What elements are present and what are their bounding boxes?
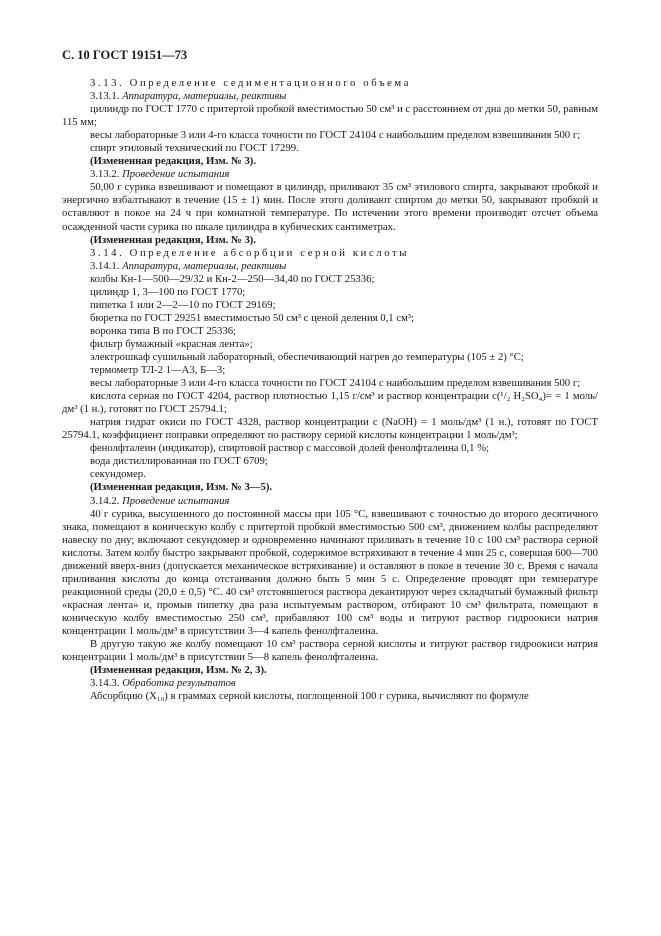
amendment-note: (Измененная редакция, Изм. № 3). bbox=[90, 233, 257, 246]
body-paragraph: цилиндр по ГОСТ 1770 с притертой пробкой вместимостью 50 см³ и с расстоянием от дна до метки 50, равным 115 мм; bbox=[62, 103, 598, 129]
amendment-note: (Измененная редакция, Изм. № 3—5). bbox=[90, 481, 273, 494]
body-paragraph: фильтр бумажный «красная лента»; bbox=[90, 337, 253, 350]
body-paragraph: спирт этиловый технический по ГОСТ 17299. bbox=[90, 142, 299, 155]
document-body bbox=[62, 77, 598, 703]
subsection-number: 3.13.2. bbox=[90, 168, 123, 181]
amendment-note: (Измененная редакция, Изм. № 2, 3). bbox=[90, 664, 267, 677]
body-paragraph: 50,00 г сурика взвешивают и помещают в цилиндр, приливают 35 см³ этилового спирта, закрывают пробкой и энергично взбалтывают в течение (15 ± 1) мин. После этого доливают спиртом до метки 50, закрывают пробкой и оставляют в покое на 24 ч при комнатной температуре. По истечении этого времени производят отсчет объема осажденной части сурика по шкале цилиндра в кубических сантиметрах. bbox=[62, 181, 598, 233]
subsection-heading bbox=[62, 168, 598, 181]
page-header: С. 10 ГОСТ 19151—73 bbox=[62, 48, 188, 62]
subsection-title: Проведение испытания bbox=[122, 168, 230, 181]
body-paragraph: натрия гидрат окиси по ГОСТ 4328, раствор концентрации c (NaOH) = 1 моль/дм³ (1 н.), готовят по ГОСТ 25794.1, коэффициент поправки определяют по раствору серной кислоты концентрации 1 моль/дм³; bbox=[62, 416, 598, 442]
subsection-number: 3.13.1. bbox=[90, 90, 123, 103]
body-paragraph: колбы Кн-1—500—29/32 и Кн-2—250—34,40 по ГОСТ 25336; bbox=[90, 272, 375, 285]
subsection-heading bbox=[62, 260, 598, 273]
body-paragraph: воронка типа В по ГОСТ 25336; bbox=[90, 324, 237, 337]
body-paragraph: Абсорбцию (X₁₀) в граммах серной кислоты, поглощенной 100 г сурика, вычисляют по формуле bbox=[90, 690, 529, 703]
body-paragraph: кислота серная по ГОСТ 4204, раствор плотностью 1,15 г/см³ и раствор концентрации c(¹/₂ H₂SO₄)= = 1 моль/дм³ (1 н.), готовят по ГОСТ 25794.1; bbox=[62, 390, 598, 416]
subsection-heading bbox=[62, 495, 598, 508]
body-paragraph: секундомер. bbox=[90, 468, 146, 481]
body-paragraph: фенолфталеин (индикатор), спиртовой раствор с массовой долей фенолфталеина 0,1 %; bbox=[90, 442, 490, 455]
amendment-note: (Измененная редакция, Изм. № 3). bbox=[90, 155, 257, 168]
body-paragraph: весы лабораторные 3 или 4-го класса точности по ГОСТ 24104 с наибольшим пределом взвешивания 500 г; bbox=[90, 129, 581, 142]
subsection-title: Проведение испытания bbox=[122, 494, 230, 507]
subsection-number: 3.14.2. bbox=[90, 494, 123, 507]
body-paragraph: электрошкаф сушильный лабораторный, обеспечивающий нагрев до температуры (105 ± 2) °С; bbox=[90, 350, 524, 363]
body-paragraph: вода дистиллированная по ГОСТ 6709; bbox=[90, 455, 268, 468]
subsection-title: Аппаратура, материалы, реактивы bbox=[122, 259, 287, 272]
subsection-number: 3.14.1. bbox=[90, 259, 123, 272]
body-paragraph: 40 г сурика, высушенного до постоянной массы при 105 °С, взвешивают с точностью до второго десятичного знака, помещают в коническую колбу с притертой пробкой вместимостью 500 см³, движением колбы распределяют навеску по дну; включают секундомер и одновременно начинают приливать в течение 10 с 100 см³ раствора серной кислоты. Затем колбу быстро закрывают пробкой, содержимое встряхивают в течение 4 мин 25 с, совершая 600—700 движений вверх-вниз (допускается механическое встряхивание) и оставляют в покое в течение 30 с. Время с начала приливания кислоты до конца отстаивания должно быть 5 мин 5 с. Определение проводят при температуре реакционной среды (20,0 ± 0,5) °С. 40 см³ отстоявшегося раствора декантируют через складчатый бумажный фильтр «красная лента» и, промыв пипетку два раза испытуемым раствором, отбирают 10 см³ фильтрата, помещают в коническую колбу вместимостью 250 см³, прибавляют 100 см³ воды и титруют раствор гидроокиси натрия концентрации 1 моль/дм³ в присутствии 3—4 капель фенолфталеина. bbox=[62, 507, 598, 637]
body-paragraph: цилиндр 1, 3—100 по ГОСТ 1770; bbox=[90, 285, 246, 298]
subsection-title: Аппаратура, материалы, реактивы bbox=[122, 90, 287, 103]
body-paragraph: термометр ТЛ-2 1—А3, Б—3; bbox=[90, 364, 226, 377]
body-paragraph: весы лабораторные 3 или 4-го класса точности по ГОСТ 24104 с наибольшим пределом взвешивания 500 г; bbox=[90, 377, 581, 390]
body-paragraph: пипетка 1 или 2—2—10 по ГОСТ 29169; bbox=[90, 298, 276, 311]
subsection-title: Обработка результатов bbox=[122, 677, 236, 690]
subsection-number: 3.14.3. bbox=[90, 677, 123, 690]
subsection-heading bbox=[62, 677, 598, 690]
section-heading: 3.13. Определение седиментационного объема bbox=[90, 77, 412, 89]
body-paragraph: В другую такую же колбу помещают 10 см³ раствора серной кислоты и титруют раствор гидроокиси натрия концентрации 1 моль/дм³ в присутствии 5—8 капель фенолфталеина. bbox=[62, 638, 598, 664]
section-heading: 3.14. Определение абсорбции серной кислоты bbox=[90, 246, 410, 259]
subsection-heading bbox=[62, 90, 598, 103]
body-paragraph: бюретка по ГОСТ 29251 вместимостью 50 см³ с ценой деления 0,1 см³; bbox=[90, 311, 415, 324]
